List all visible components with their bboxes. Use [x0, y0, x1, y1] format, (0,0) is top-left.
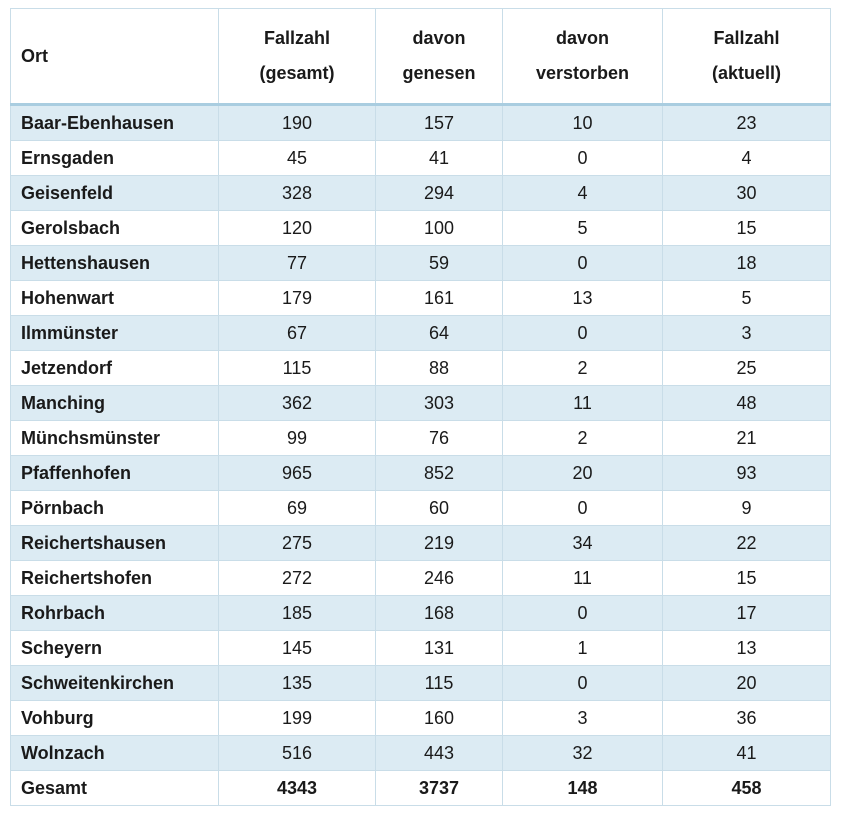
table-row: [11, 456, 831, 491]
cell-fallzahl-aktuell: 13: [663, 631, 831, 666]
cell-fallzahl-aktuell: 22: [663, 526, 831, 561]
cell-genesen: 294: [376, 176, 503, 211]
cell-ort: Ilmmünster: [11, 316, 219, 351]
cell-fallzahl-aktuell: 5: [663, 281, 831, 316]
total-cell-fallzahl-aktuell: 458: [663, 771, 831, 806]
cell-fallzahl-aktuell: 18: [663, 246, 831, 281]
case-table-container: [10, 8, 830, 806]
cell-genesen: 219: [376, 526, 503, 561]
cell-genesen: 60: [376, 491, 503, 526]
cell-verstorben: 0: [503, 316, 663, 351]
cell-fallzahl-aktuell: 21: [663, 421, 831, 456]
cell-ort: Vohburg: [11, 701, 219, 736]
cell-ort: Pfaffenhofen: [11, 456, 219, 491]
table-row: [11, 351, 831, 386]
cell-genesen: 41: [376, 141, 503, 176]
cell-fallzahl-aktuell: 4: [663, 141, 831, 176]
table-row: [11, 736, 831, 771]
cell-verstorben: 0: [503, 666, 663, 701]
cell-fallzahl-aktuell: 20: [663, 666, 831, 701]
cell-ort: Reichertshausen: [11, 526, 219, 561]
cell-ort: Gerolsbach: [11, 211, 219, 246]
header-genesen-line-2: genesen: [402, 63, 476, 83]
cell-fallzahl-gesamt: 145: [219, 631, 376, 666]
cell-fallzahl-aktuell: 15: [663, 561, 831, 596]
table-row: [11, 666, 831, 701]
cell-ort: Jetzendorf: [11, 351, 219, 386]
header-genesen: [376, 9, 503, 105]
total-cell-verstorben: 148: [503, 771, 663, 806]
cell-fallzahl-aktuell: 41: [663, 736, 831, 771]
header-row: [11, 9, 831, 105]
cell-ort: Reichertshofen: [11, 561, 219, 596]
header-verstorben: [503, 9, 663, 105]
cell-verstorben: 2: [503, 421, 663, 456]
cell-fallzahl-aktuell: 93: [663, 456, 831, 491]
cell-verstorben: 34: [503, 526, 663, 561]
table-row: [11, 701, 831, 736]
cell-fallzahl-gesamt: 179: [219, 281, 376, 316]
cell-fallzahl-aktuell: 3: [663, 316, 831, 351]
cell-fallzahl-gesamt: 69: [219, 491, 376, 526]
cell-genesen: 59: [376, 246, 503, 281]
cell-verstorben: 2: [503, 351, 663, 386]
cell-fallzahl-aktuell: 9: [663, 491, 831, 526]
table-header: [11, 9, 831, 105]
cell-fallzahl-gesamt: 45: [219, 141, 376, 176]
cell-verstorben: 32: [503, 736, 663, 771]
table-body: [11, 105, 831, 806]
cell-genesen: 168: [376, 596, 503, 631]
cell-ort: Scheyern: [11, 631, 219, 666]
cell-fallzahl-gesamt: 135: [219, 666, 376, 701]
header-fallzahl-gesamt-line-2: (gesamt): [259, 63, 335, 83]
cell-verstorben: 11: [503, 561, 663, 596]
table-row: [11, 281, 831, 316]
cell-genesen: 157: [376, 105, 503, 141]
table-row: [11, 141, 831, 176]
cell-fallzahl-gesamt: 328: [219, 176, 376, 211]
cell-genesen: 303: [376, 386, 503, 421]
cell-ort: Pörnbach: [11, 491, 219, 526]
header-fallzahl-aktuell: [663, 9, 831, 105]
cell-verstorben: 1: [503, 631, 663, 666]
table-row: [11, 386, 831, 421]
total-cell-fallzahl-gesamt: 4343: [219, 771, 376, 806]
table-row: [11, 491, 831, 526]
table-row: [11, 526, 831, 561]
cell-fallzahl-aktuell: 15: [663, 211, 831, 246]
cell-verstorben: 5: [503, 211, 663, 246]
header-verstorben-line-2: verstorben: [535, 63, 630, 83]
table-row: [11, 631, 831, 666]
header-fallzahl-aktuell-line-2: (aktuell): [711, 63, 781, 83]
cell-fallzahl-gesamt: 516: [219, 736, 376, 771]
cell-ort: Münchsmünster: [11, 421, 219, 456]
total-cell-ort: Gesamt: [11, 771, 219, 806]
total-row: [11, 771, 831, 806]
cell-ort: Rohrbach: [11, 596, 219, 631]
cell-fallzahl-gesamt: 67: [219, 316, 376, 351]
cell-fallzahl-aktuell: 48: [663, 386, 831, 421]
cell-fallzahl-aktuell: 25: [663, 351, 831, 386]
cell-verstorben: 3: [503, 701, 663, 736]
cell-genesen: 76: [376, 421, 503, 456]
cell-fallzahl-gesamt: 115: [219, 351, 376, 386]
cell-fallzahl-gesamt: 120: [219, 211, 376, 246]
cell-fallzahl-gesamt: 362: [219, 386, 376, 421]
cell-verstorben: 11: [503, 386, 663, 421]
header-verstorben-line-1: davon: [555, 28, 609, 48]
header-fallzahl-gesamt: [219, 9, 376, 105]
cell-fallzahl-gesamt: 77: [219, 246, 376, 281]
cell-ort: Hohenwart: [11, 281, 219, 316]
cell-ort: Ernsgaden: [11, 141, 219, 176]
table-row: [11, 246, 831, 281]
header-ort-line-1: Ort: [21, 45, 48, 66]
header-fallzahl-gesamt-line-1: Fallzahl: [263, 28, 330, 48]
cell-fallzahl-gesamt: 272: [219, 561, 376, 596]
cell-genesen: 852: [376, 456, 503, 491]
table-row: [11, 561, 831, 596]
cell-genesen: 443: [376, 736, 503, 771]
cell-fallzahl-gesamt: 185: [219, 596, 376, 631]
cell-ort: Geisenfeld: [11, 176, 219, 211]
cell-verstorben: 0: [503, 596, 663, 631]
cell-genesen: 160: [376, 701, 503, 736]
cell-fallzahl-gesamt: 190: [219, 105, 376, 141]
cell-genesen: 115: [376, 666, 503, 701]
cell-ort: Manching: [11, 386, 219, 421]
cell-ort: Schweitenkirchen: [11, 666, 219, 701]
header-ort: [11, 9, 219, 105]
cell-genesen: 246: [376, 561, 503, 596]
cell-ort: Baar-Ebenhausen: [11, 105, 219, 141]
cell-fallzahl-gesamt: 199: [219, 701, 376, 736]
cell-fallzahl-gesamt: 99: [219, 421, 376, 456]
table-row: [11, 316, 831, 351]
cell-verstorben: 4: [503, 176, 663, 211]
cell-genesen: 88: [376, 351, 503, 386]
cell-verstorben: 20: [503, 456, 663, 491]
table-row: [11, 176, 831, 211]
cell-fallzahl-aktuell: 23: [663, 105, 831, 141]
case-table: [10, 8, 831, 806]
cell-genesen: 161: [376, 281, 503, 316]
header-fallzahl-aktuell-line-1: Fallzahl: [713, 28, 780, 48]
cell-verstorben: 10: [503, 105, 663, 141]
total-cell-genesen: 3737: [376, 771, 503, 806]
cell-fallzahl-gesamt: 965: [219, 456, 376, 491]
cell-fallzahl-aktuell: 17: [663, 596, 831, 631]
cell-verstorben: 0: [503, 141, 663, 176]
cell-ort: Wolnzach: [11, 736, 219, 771]
cell-verstorben: 0: [503, 246, 663, 281]
cell-fallzahl-aktuell: 36: [663, 701, 831, 736]
cell-fallzahl-aktuell: 30: [663, 176, 831, 211]
header-genesen-line-1: davon: [412, 28, 466, 48]
table-row: [11, 105, 831, 141]
table-row: [11, 421, 831, 456]
cell-genesen: 64: [376, 316, 503, 351]
cell-ort: Hettenshausen: [11, 246, 219, 281]
cell-genesen: 100: [376, 211, 503, 246]
table-row: [11, 211, 831, 246]
cell-verstorben: 13: [503, 281, 663, 316]
cell-verstorben: 0: [503, 491, 663, 526]
cell-genesen: 131: [376, 631, 503, 666]
table-row: [11, 596, 831, 631]
cell-fallzahl-gesamt: 275: [219, 526, 376, 561]
